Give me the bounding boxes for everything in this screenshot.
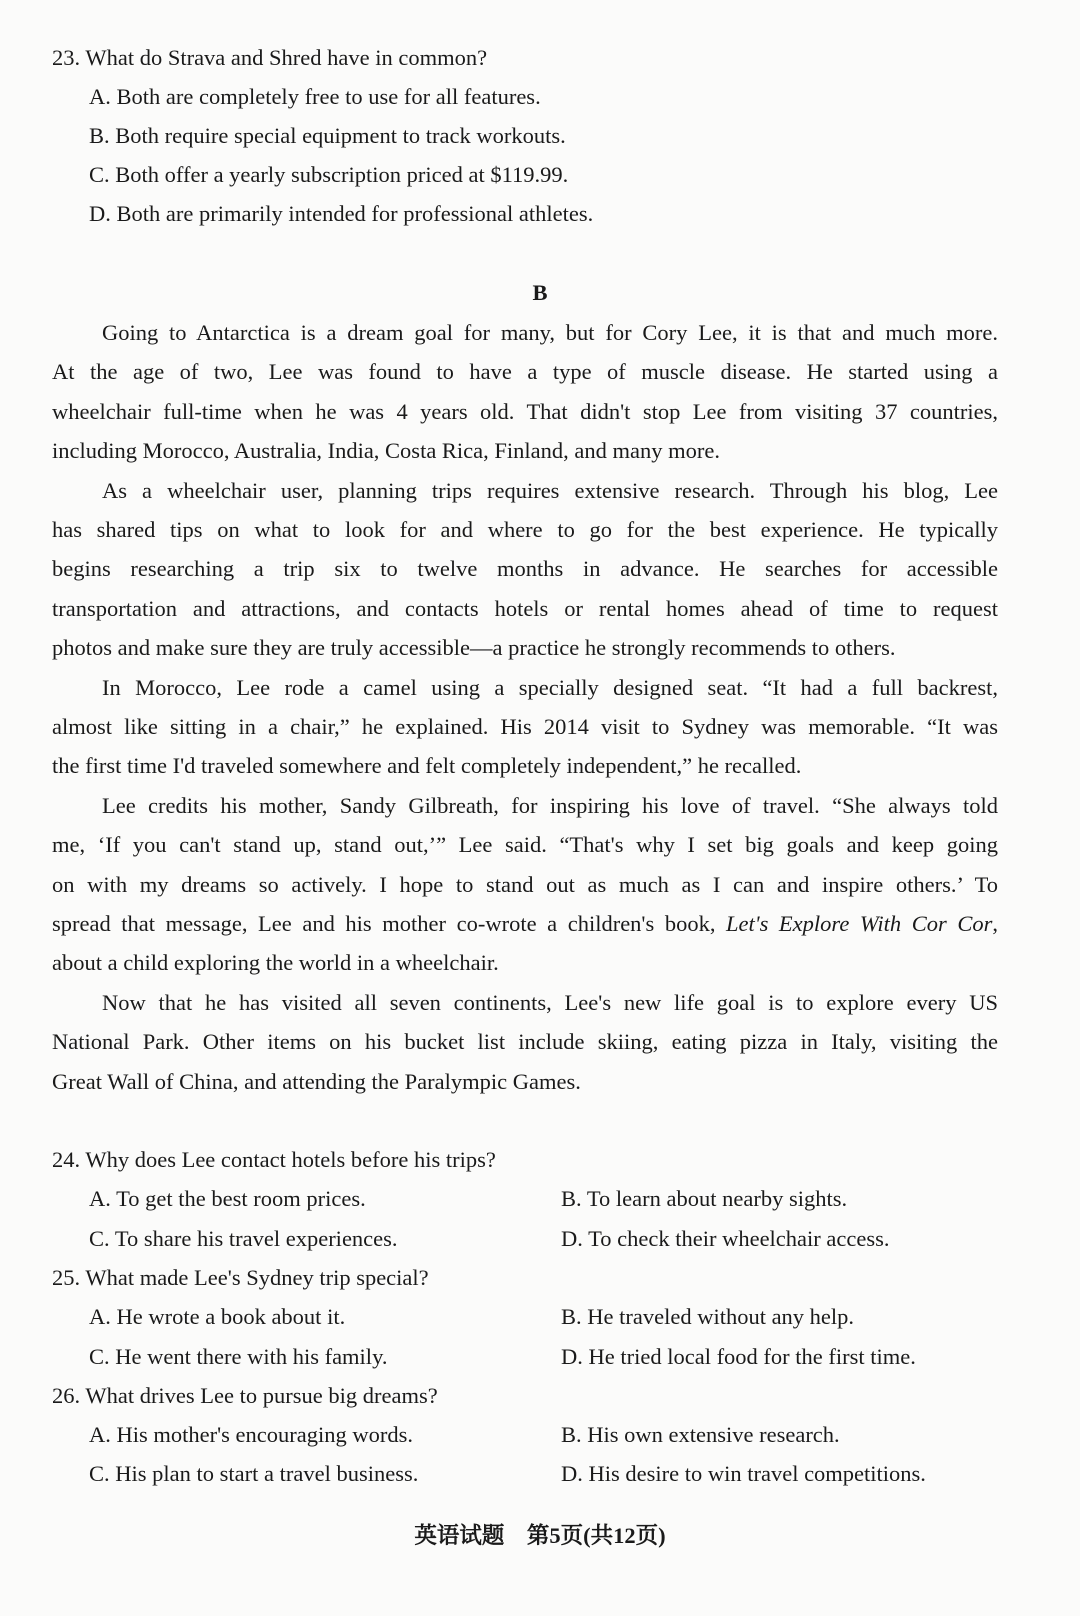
question-option: C. His plan to start a travel business. — [89, 1461, 419, 1487]
question-option: A. To get the best room prices. — [89, 1186, 366, 1212]
passage-line: At the age of two, Lee was found to have a type of muscle disease. He started using a — [52, 359, 998, 385]
question-option: A. He wrote a book about it. — [89, 1304, 346, 1330]
question-option: C. He went there with his family. — [89, 1343, 388, 1369]
passage-line: wheelchair full-time when he was 4 years old. That didn't stop Lee from visiting 37 countries, — [52, 398, 998, 424]
passage-line: photos and make sure they are truly accessible—a practice he strongly recommends to others. — [52, 635, 896, 661]
passage-line: including Morocco, Australia, India, Costa Rica, Finland, and many more. — [52, 438, 720, 464]
question-stem: 26. What drives Lee to pursue big dreams? — [52, 1382, 438, 1408]
question-stem: 25. What made Lee's Sydney trip special? — [52, 1264, 429, 1290]
book-title: Let's Explore With Cor Cor — [726, 911, 993, 936]
question-option: D. Both are primarily intended for professional athletes. — [89, 201, 594, 226]
passage-line: the first time I'd traveled somewhere and felt completely independent,” he recalled. — [52, 753, 802, 779]
question-option: B. He traveled without any help. — [561, 1304, 855, 1330]
question-option: C. To share his travel experiences. — [89, 1225, 398, 1251]
question-option: B. His own extensive research. — [561, 1422, 840, 1448]
page-footer: 英语试题 第5页(共12页) — [414, 1523, 666, 1548]
passage-line: transportation and attractions, and contacts hotels or rental homes ahead of time to request — [52, 595, 998, 621]
question-stem: 24. Why does Lee contact hotels before his trips? — [52, 1147, 496, 1172]
passage-line: about a child exploring the world in a wheelchair. — [52, 950, 499, 976]
passage-line: National Park. Other items on his bucket list include skiing, eating pizza in Italy, visiting the — [52, 1029, 998, 1055]
passage-line: spread that message, Lee and his mother co-wrote a children's book, Let's Explore With Cor Cor, — [52, 911, 998, 936]
question-option: D. To check their wheelchair access. — [561, 1225, 890, 1251]
passage-line: Now that he has visited all seven continents, Lee's new life goal is to explore every US — [102, 989, 998, 1015]
passage-line: has shared tips on what to look for and where to go for the best experience. He typically — [52, 517, 998, 542]
passage-line: In Morocco, Lee rode a camel using a specially designed seat. “It had a full backrest, — [102, 674, 998, 700]
passage-line: me, ‘If you can't stand up, stand out,’” Lee said. “That's why I set big goals and keep going — [52, 832, 998, 858]
passage-line: Going to Antarctica is a dream goal for many, but for Cory Lee, it is that and much more. — [102, 320, 998, 345]
question-option: D. His desire to win travel competitions. — [561, 1461, 926, 1487]
section-heading: B — [532, 280, 548, 305]
passage-line: almost like sitting in a chair,” he explained. His 2014 visit to Sydney was memorable. “It was — [52, 714, 998, 739]
question-option: B. To learn about nearby sights. — [561, 1186, 848, 1212]
passage-line: Lee credits his mother, Sandy Gilbreath, for inspiring his love of travel. “She always told — [102, 792, 998, 818]
question-stem: 23. What do Strava and Shred have in common? — [52, 45, 488, 70]
passage-line: Great Wall of China, and attending the Paralympic Games. — [52, 1068, 581, 1094]
question-option: A. His mother's encouraging words. — [89, 1422, 413, 1448]
question-option: B. Both require special equipment to track workouts. — [89, 123, 566, 148]
passage-line: As a wheelchair user, planning trips requires extensive research. Through his blog, Lee — [102, 477, 998, 503]
question-option: D. He tried local food for the first time. — [561, 1343, 916, 1369]
passage-line: on with my dreams so actively. I hope to stand out as much as I can and inspire others.’ To — [52, 871, 998, 897]
passage-line: begins researching a trip six to twelve months in advance. He searches for accessible — [52, 556, 998, 582]
question-option: A. Both are completely free to use for all features. — [89, 84, 541, 109]
question-option: C. Both offer a yearly subscription priced at $119.99. — [89, 162, 569, 187]
